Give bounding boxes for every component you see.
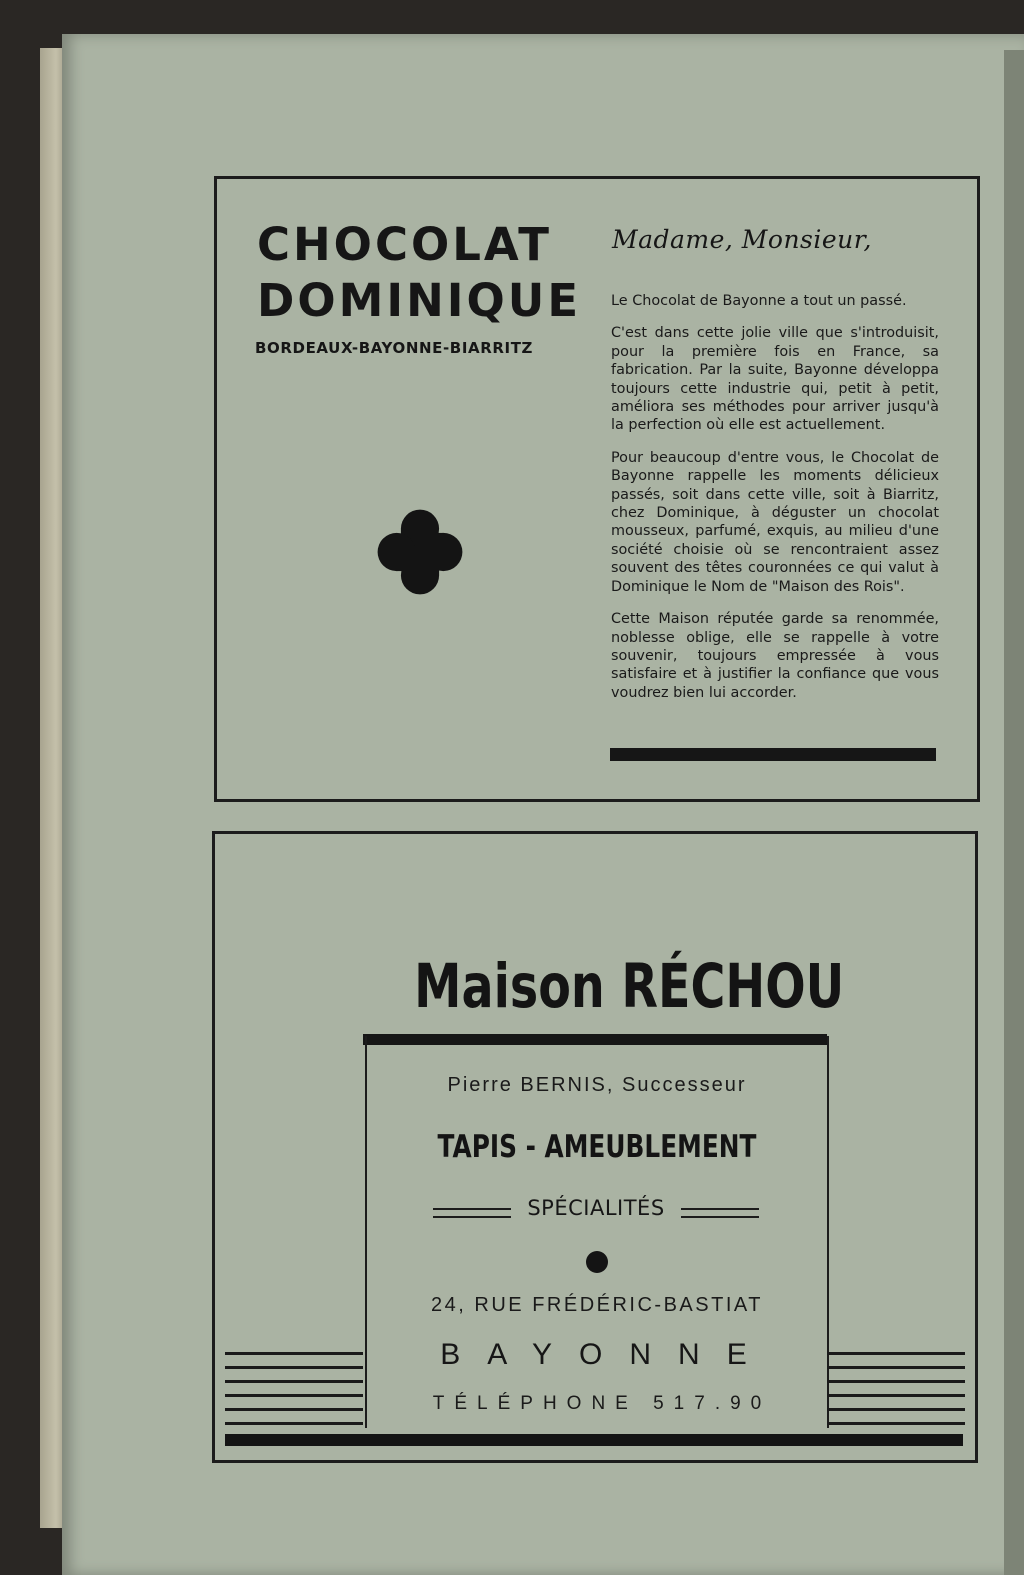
address: 24, RUE FRÉDÉRIC-BASTIAT [431,1294,763,1316]
brand-title [257,217,587,329]
decor-lines-right [827,1352,965,1424]
phone: TÉLÉPHONE 517.90 [432,1393,772,1414]
bullet-dot-icon [586,1251,608,1273]
paragraph: Cette Maison réputée garde sa renommée, noblesse oblige, elle se rappelle à votre souvenir, toujours empressée à vous satisfaire et à justifier la confiance que vous voudrez bien lui accorder. [611,611,939,701]
ad-body-text [611,292,939,716]
decor-lines-left [225,1352,363,1424]
paragraph: Le Chocolat de Bayonne a tout un passé. [611,293,907,309]
chocolat-dominique-ad [214,176,980,802]
brand-title-line1: CHOCOLAT [257,218,552,271]
magazine-page [62,34,1024,1575]
brand-title-line2: DOMINIQUE [257,274,582,327]
maison-rechou-ad [212,831,978,1463]
rechou-title: Maison RÉCHOU [414,951,845,1022]
city: BAYONNE [440,1338,774,1371]
paragraph: C'est dans cette jolie ville que s'introduisit, pour la première fois en France, sa fabrication. Par la suite, Bayonne développa toujours cette industrie qui, petit à petit, améliora ses méthodes pour arriver jusqu'à la perfection où elle est actuellement. [611,325,939,434]
salutation: Madame, Monsieur, [612,225,872,254]
next-page-edge [1004,50,1024,1575]
specialties-label: SPÉCIALITÉS [527,1196,665,1220]
successor-line: Pierre BERNIS, Successeur [447,1074,747,1096]
rechou-details-box [365,1036,829,1428]
specialties-row [433,1196,759,1226]
trade-line: TAPIS - AMEUBLEMENT [437,1129,757,1165]
paragraph: Pour beaucoup d'entre vous, le Chocolat de Bayonne rappelle les moments délicieux passés, soit dans cette ville, soit à Biarritz, chez Dominique, à déguster un chocolat mousseux, parfumé, exquis, au milieu d'une société choisie où se rencontraient assez souvent des têtes couronnées ce qui valut à Dominique le Nom de "Maison des Rois". [611,449,939,595]
brand-locations: BORDEAUX-BAYONNE-BIARRITZ [255,339,534,357]
divider-bar [610,748,936,761]
bottom-bar [225,1434,963,1446]
lauburu-icon [367,499,473,605]
double-rule-right [681,1208,759,1218]
